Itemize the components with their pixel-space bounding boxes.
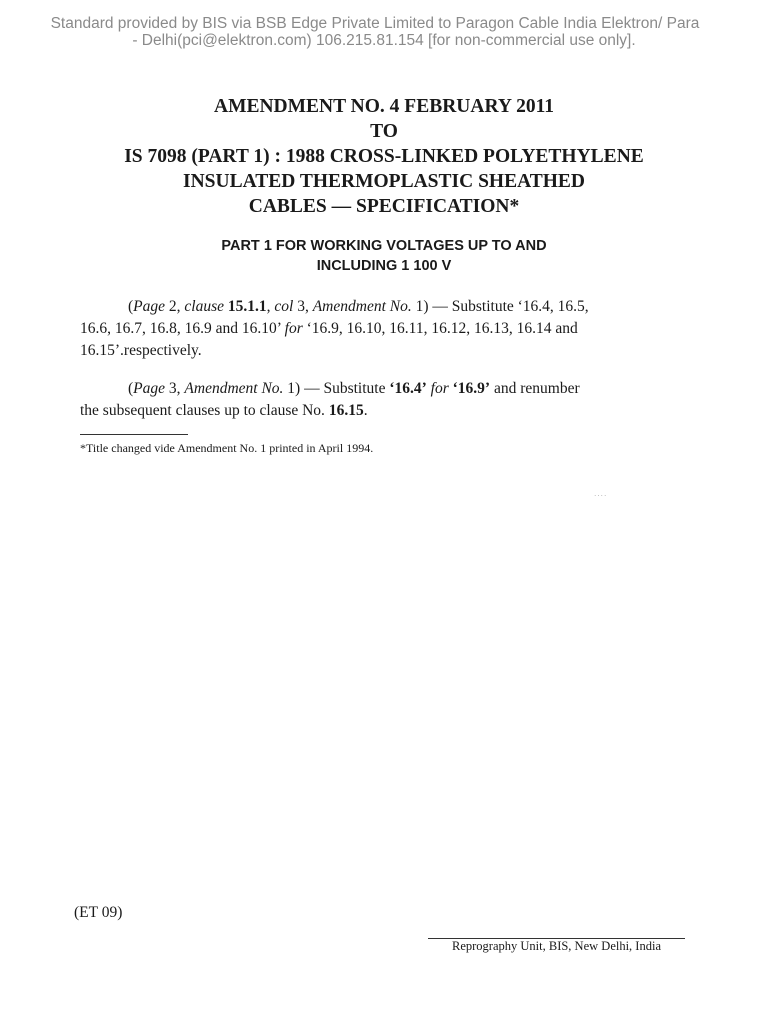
clause-number: ‘16.9’: [452, 380, 491, 397]
text: the subsequent clauses up to clause No.: [80, 402, 329, 419]
reprography-credit: Reprography Unit, BIS, New Delhi, India: [452, 939, 661, 953]
subtitle-line-2: INCLUDING 1 100 V: [316, 258, 452, 274]
part-subtitle: [0, 236, 768, 276]
for-label: for: [430, 380, 449, 397]
footnote: *Title changed vide Amendment No. 1 printed in April 1994.: [80, 441, 374, 455]
watermark-banner: [0, 15, 768, 49]
amendment-label: Amendment No.: [184, 380, 284, 397]
text: ‘16.9, 16.10, 16.11, 16.12, 16.13, 16.14 and: [302, 320, 578, 337]
text: 16.6, 16.7, 16.8, 16.9 and 16.10’: [80, 320, 285, 337]
text: 1) — Substitute: [283, 380, 390, 397]
title-line-2: TO: [370, 121, 398, 142]
para2-line-1: [80, 378, 688, 400]
title-line-5: CABLES — SPECIFICATION*: [248, 196, 520, 217]
clause-label: clause: [184, 298, 225, 315]
clause-number: 16.15: [328, 402, 364, 419]
page-ref-label: Page: [133, 298, 166, 315]
amendment-label: Amendment No.: [312, 298, 412, 315]
text: 2,: [165, 298, 185, 315]
committee-reference: (ET 09): [74, 904, 123, 921]
watermark-line-1: Standard provided by BIS via BSB Edge Private Limited to Paragon Cable India Elektron/ Para: [50, 15, 700, 32]
title-line-1: AMENDMENT NO. 4 FEBRUARY 2011: [213, 96, 555, 117]
page-ref-label: Page: [133, 380, 166, 397]
watermark-line-2: - Delhi(pci@elektron.com) 106.215.81.154 [for non-commercial use only].: [132, 32, 636, 49]
subtitle-line-1: PART 1 FOR WORKING VOLTAGES UP TO AND: [221, 238, 547, 254]
text: (: [128, 380, 134, 397]
para1-line-2: [80, 318, 688, 340]
clause-number: 15.1.1: [227, 298, 267, 315]
para1-line-1: [80, 296, 688, 318]
para2-line-2: [80, 400, 688, 422]
title-line-3: IS 7098 (PART 1) : 1988 CROSS-LINKED POLYETHYLENE: [124, 146, 644, 167]
para1-line-3: 16.15’.respectively.: [80, 342, 202, 359]
text: ,: [266, 298, 275, 315]
clause-number: ‘16.4’: [389, 380, 427, 397]
text: 1) — Substitute ‘16.4, 16.5,: [411, 298, 589, 315]
text: 3,: [165, 380, 185, 397]
column-label: col: [274, 298, 294, 315]
text: 3,: [293, 298, 313, 315]
text: and renumber: [490, 380, 580, 397]
amendment-title: [0, 94, 768, 219]
scan-artifact: ····: [594, 492, 608, 500]
text: .: [363, 402, 368, 419]
title-line-4: INSULATED THERMOPLASTIC SHEATHED: [182, 171, 585, 192]
amendment-paragraph-2: [80, 378, 688, 422]
text: (: [128, 298, 134, 315]
amendment-paragraph-1: [80, 296, 688, 362]
for-label: for: [284, 320, 303, 337]
footnote-divider: [80, 434, 188, 435]
